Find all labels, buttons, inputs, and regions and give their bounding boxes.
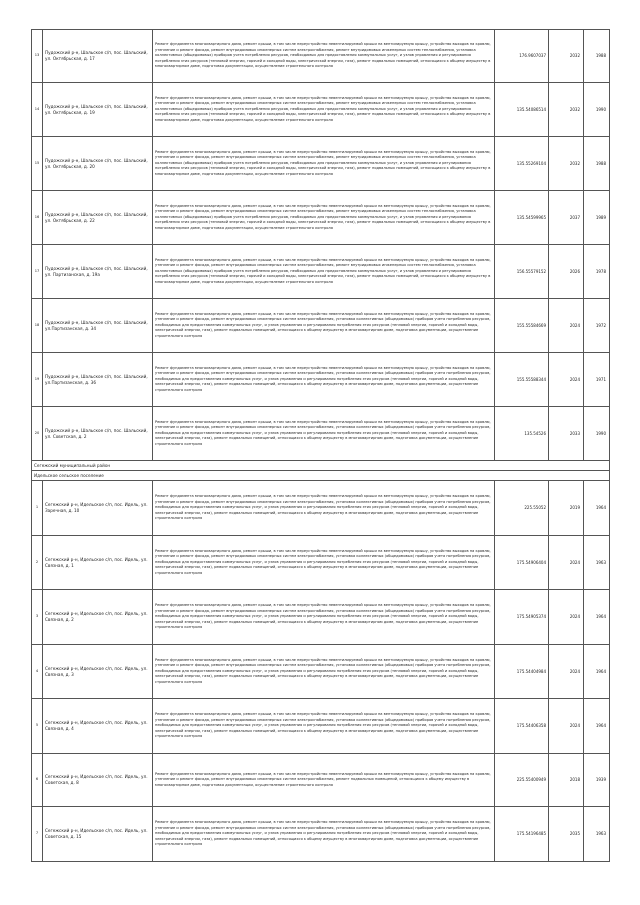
row-address: Пудожский р-н, Шальское с/п, пос. Шальский, ул.Партизанская, д. 34 <box>43 299 153 353</box>
row-works: Ремонт фундамента многоквартирного дома, ремонт крыши, в том числе переустройство невентилируемой крыши на вентилируемую крышу, устройство выходов на кровлю, утепление и ремонт фасада, ремонт внутридомовых инженерных систем электроснабжения, установка коллективных (общедомовых) приборов учета потребления ресурсов, необходимых для предоставления коммунальных услуг, и узлов управления и регулирования потребления этих ресурсов (тепловой энергии, горячей и холодной воды, электрической энергии, газа), ремонт подвальных помещений, относящихся к общему имуществу в многоквартирном доме, подготовка документации, осуществление строительного контроля <box>153 407 495 461</box>
row-address: Пудожский р-н, Шальское с/п, пос. Шальский, ул.Партизанская, д. 36 <box>43 353 153 407</box>
table-row <box>32 191 610 245</box>
row-cost: 225.55400949 <box>495 754 549 807</box>
row-cost: 135.54599965 <box>495 191 549 245</box>
row-address: Сегежский р-н, Идельское с/п, пос. Идель, ул. Связная, д. 4 <box>43 699 153 754</box>
row-number: 4 <box>32 645 43 699</box>
row-cost: 175.54404984 <box>495 645 549 699</box>
row-cost: 225.55052 <box>495 481 549 536</box>
row-works: Ремонт фундамента многоквартирного дома, ремонт крыши, в том числе переустройство невентилируемой крыши на вентилируемую крышу, устройство выходов на кровлю, утепление и ремонт фасада, ремонт внутридомовых инженерных систем электроснабжения, установка коллективных (общедомовых) приборов учета потребления ресурсов, необходимых для предоставления коммунальных услуг, и узлов управления и регулирования потребления этих ресурсов (тепловой энергии, горячей и холодной воды, электрической энергии, газа), ремонт подвальных помещений, относящихся к общему имуществу в многоквартирном доме, подготовка документации, осуществление строительного контроля <box>153 299 495 353</box>
table-row <box>32 590 610 645</box>
row-repair-year: 2035 <box>549 807 584 862</box>
row-works: Ремонт фундамента многоквартирного дома, ремонт крыши, в том числе переустройство невентилируемой крыши на вентилируемую крышу, устройство выходов на кровлю, утепление и ремонт фасада, ремонт внутридомовых инженерных систем электроснабжения, установка коллективных (общедомовых) приборов учета потребления ресурсов, необходимых для предоставления коммунальных услуг, и узлов управления и регулирования потребления этих ресурсов (тепловой энергии, горячей и холодной воды, электрической энергии, газа), ремонт подвальных помещений, относящихся к общему имуществу в многоквартирном доме, подготовка документации, осуществление строительного контроля <box>153 590 495 645</box>
row-address: Сегежский р-н, Идельское с/п, пос. Идель, ул. Заречная, д. 10 <box>43 481 153 536</box>
table-row <box>32 245 610 299</box>
row-built-year: 1964 <box>584 699 610 754</box>
row-address: Пудожский р-н, Шальское с/п, пос. Шальский, ул. Октябрьская, д. 17 <box>43 30 153 83</box>
row-number: 13 <box>32 30 43 83</box>
row-built-year: 1963 <box>584 807 610 862</box>
row-cost: 175.54905374 <box>495 590 549 645</box>
row-repair-year: 2024 <box>549 590 584 645</box>
row-repair-year: 2019 <box>549 481 584 536</box>
row-built-year: 1971 <box>584 353 610 407</box>
row-number: 5 <box>32 699 43 754</box>
row-repair-year: 2024 <box>549 353 584 407</box>
row-number: 17 <box>32 245 43 299</box>
row-number: 20 <box>32 407 43 461</box>
row-cost: 156.55579152 <box>495 245 549 299</box>
table-row <box>32 645 610 699</box>
row-built-year: 1963 <box>584 536 610 590</box>
row-works: Ремонт фундамента многоквартирного дома, ремонт крыши, в том числе переустройство невентилируемой крыши на вентилируемую крышу, устройство выходов на кровлю, утепление и ремонт фасада, ремонт внутридомовых инженерных систем электроснабжения, ремонт внутридомовых инженерных систем теплоснабжения, установка коллективных (общедомовых) приборов учета потребления ресурсов, необходимых для предоставления коммунальных услуг, и узлов управления и регулирования потребления этих ресурсов (тепловой энергии, горячей и холодной воды, электрической энергии, газа), ремонт подвальных помещений, относящихся к общему имуществу в многоквартирном доме, подготовка документации, осуществление строительного контроля <box>153 83 495 137</box>
row-number: 18 <box>32 299 43 353</box>
row-works: Ремонт фундамента многоквартирного дома, ремонт крыши, в том числе переустройство невентилируемой крыши на вентилируемую крышу, устройство выходов на кровлю, утепление и ремонт фасада, ремонт внутридомовых инженерных систем электроснабжения, ремонт внутридомовых инженерных систем теплоснабжения, установка коллективных (общедомовых) приборов учета потребления ресурсов, необходимых для предоставления коммунальных услуг, и узлов управления и регулирования потребления этих ресурсов (тепловой энергии, горячей и холодной воды, электрической энергии, газа), ремонт подвальных помещений, относящихся к общему имуществу в многоквартирном доме, подготовка документации, осуществление строительного контроля <box>153 245 495 299</box>
row-built-year: 1978 <box>584 245 610 299</box>
table-row <box>32 754 610 807</box>
row-repair-year: 2037 <box>549 191 584 245</box>
row-address: Сегежский р-н, Идельское с/п, пос. Идель, ул. Советская, д. 8 <box>43 754 153 807</box>
table-row <box>32 536 610 590</box>
row-repair-year: 2018 <box>549 754 584 807</box>
row-repair-year: 2032 <box>549 137 584 191</box>
row-number: 14 <box>32 83 43 137</box>
row-address: Сегежский р-н, Идельское с/п, пос. Идель, ул. Связная, д. 3 <box>43 645 153 699</box>
row-number: 2 <box>32 536 43 590</box>
row-built-year: 1988 <box>584 137 610 191</box>
table-body-sections <box>32 461 610 481</box>
row-cost: 135.54526 <box>495 407 549 461</box>
table-row <box>32 137 610 191</box>
row-number: 3 <box>32 590 43 645</box>
row-works: Ремонт фундамента многоквартирного дома, ремонт крыши, в том числе переустройство невентилируемой крыши на вентилируемую крышу, устройство выходов на кровлю, утепление и ремонт фасада, ремонт внутридомовых инженерных систем электроснабжения, установка коллективных (общедомовых) приборов учета потребления ресурсов, необходимых для предоставления коммунальных услуг, и узлов управления и регулирования потребления этих ресурсов (тепловой энергии, горячей и холодной воды, электрической энергии, газа), ремонт подвальных помещений, относящихся к общему имуществу в многоквартирном доме, подготовка документации, осуществление строительного контроля <box>153 699 495 754</box>
row-repair-year: 2024 <box>549 536 584 590</box>
section-district-label: Сегежский муниципальный район <box>32 461 610 471</box>
row-address: Сегежский р-н, Идельское с/п, пос. Идель, ул. Связная, д. 2 <box>43 590 153 645</box>
row-cost: 155.55584669 <box>495 299 549 353</box>
document-page <box>31 29 609 862</box>
row-built-year: 1964 <box>584 590 610 645</box>
row-repair-year: 2033 <box>549 407 584 461</box>
row-repair-year: 2032 <box>549 83 584 137</box>
row-cost: 175.54196485 <box>495 807 549 862</box>
table-row <box>32 299 610 353</box>
row-cost: 176.9607037 <box>495 30 549 83</box>
row-works: Ремонт фундамента многоквартирного дома, ремонт крыши, в том числе переустройство невентилируемой крыши на вентилируемую крышу, устройство выходов на кровлю, утепление и ремонт фасада, ремонт внутридомовых инженерных систем электроснабжения, ремонт внутридомовых инженерных систем теплоснабжения, установка коллективных (общедомовых) приборов учета потребления ресурсов, необходимых для предоставления коммунальных услуг, и узлов управления и регулирования потребления этих ресурсов (тепловой энергии, горячей и холодной воды, электрической энергии, газа), ремонт подвальных помещений, относящихся к общему имуществу в многоквартирном доме, подготовка документации, осуществление строительного контроля <box>153 30 495 83</box>
row-address: Пудожский р-н, Шальское с/п, пос. Шальский, ул. Октябрьская, д. 20 <box>43 137 153 191</box>
table-row <box>32 83 610 137</box>
row-works: Ремонт фундамента многоквартирного дома, ремонт крыши, в том числе переустройство невентилируемой крыши на вентилируемую крышу, устройство выходов на кровлю, утепление и ремонт фасада, ремонт внутридомовых инженерных систем электроснабжения, установка коллективных (общедомовых) приборов учета потребления ресурсов, необходимых для предоставления коммунальных услуг, и узлов управления и регулирования потребления этих ресурсов (тепловой энергии, горячей и холодной воды, электрической энергии, газа), ремонт подвальных помещений, относящихся к общему имуществу в многоквартирном доме, подготовка документации, осуществление строительного контроля <box>153 645 495 699</box>
row-built-year: 1990 <box>584 407 610 461</box>
row-address: Пудожский р-н, Шальское с/п, пос. Шальский, ул. Советская, д. 2 <box>43 407 153 461</box>
row-works: Ремонт фундамента многоквартирного дома, ремонт крыши, в том числе переустройство невентилируемой крыши на вентилируемую крышу, устройство выходов на кровлю, утепление и ремонт фасада, ремонт внутридомовых инженерных систем электроснабжения, ремонт внутридомовых инженерных систем теплоснабжения, установка коллективных (общедомовых) приборов учета потребления ресурсов, необходимых для предоставления коммунальных услуг, и узлов управления и регулирования потребления этих ресурсов (тепловой энергии, горячей и холодной воды, электрической энергии, газа), ремонт подвальных помещений, относящихся к общему имуществу в многоквартирном доме, подготовка документации, осуществление строительного контроля <box>153 191 495 245</box>
row-repair-year: 2024 <box>549 699 584 754</box>
row-cost: 135.54086514 <box>495 83 549 137</box>
repair-program-table <box>31 29 610 862</box>
row-built-year: 1939 <box>584 754 610 807</box>
row-works: Ремонт фундамента многоквартирного дома, ремонт крыши, в том числе переустройство невентилируемой крыши на вентилируемую крышу, устройство выходов на кровлю, утепление и ремонт фасада, ремонт внутридомовых инженерных систем электроснабжения, установка коллективных (общедомовых) приборов учета потребления ресурсов, необходимых для предоставления коммунальных услуг, и узлов управления и регулирования потребления этих ресурсов (тепловой энергии, горячей и холодной воды, электрической энергии, газа), ремонт подвальных помещений, относящихся к общему имуществу в многоквартирном доме, подготовка документации, осуществление строительного контроля <box>153 481 495 536</box>
table-row <box>32 353 610 407</box>
row-number: 15 <box>32 137 43 191</box>
row-address: Пудожский р-н, Шальское с/п, пос. Шальский, ул. Октябрьская, д. 22 <box>43 191 153 245</box>
row-cost: 175.54406358 <box>495 699 549 754</box>
table-row <box>32 699 610 754</box>
section-row-district <box>32 461 610 471</box>
table-row <box>32 407 610 461</box>
row-address: Сегежский р-н, Идельское с/п, пос. Идель, ул. Советская, д. 15 <box>43 807 153 862</box>
row-number: 1 <box>32 481 43 536</box>
row-works: Ремонт фундамента многоквартирного дома, ремонт крыши, в том числе переустройство невентилируемой крыши на вентилируемую крышу, устройство выходов на кровлю, утепление и ремонт фасада, ремонт внутридомовых инженерных систем электроснабжения, установка коллективных (общедомовых) приборов учета потребления ресурсов, необходимых для предоставления коммунальных услуг, и узлов управления и регулирования потребления этих ресурсов (тепловой энергии, горячей и холодной воды, электрической энергии, газа), ремонт подвальных помещений, относящихся к общему имуществу в многоквартирном доме, подготовка документации, осуществление строительного контроля <box>153 807 495 862</box>
row-built-year: 1988 <box>584 30 610 83</box>
table-row <box>32 481 610 536</box>
row-built-year: 1964 <box>584 481 610 536</box>
row-cost: 135.55269104 <box>495 137 549 191</box>
row-address: Пудожский р-н, Шальское с/п, пос. Шальский, ул. Октябрьская, д. 19 <box>43 83 153 137</box>
row-repair-year: 2032 <box>549 30 584 83</box>
section-row-settlement <box>32 471 610 481</box>
row-works: Ремонт фундамента многоквартирного дома, ремонт крыши, в том числе переустройство невентилируемой крыши на вентилируемую крышу, устройство выходов на кровлю, утепление и ремонт фасада, ремонт внутридомовых инженерных систем электроснабжения, установка коллективных (общедомовых) приборов учета потребления ресурсов, необходимых для предоставления коммунальных услуг, и узлов управления и регулирования потребления этих ресурсов (тепловой энергии, горячей и холодной воды, электрической энергии, газа), ремонт подвальных помещений, относящихся к общему имуществу в многоквартирном доме, подготовка документации, осуществление строительного контроля <box>153 353 495 407</box>
row-repair-year: 2024 <box>549 299 584 353</box>
row-built-year: 1990 <box>584 83 610 137</box>
table-row <box>32 30 610 83</box>
row-address: Сегежский р-н, Идельское с/п, пос. Идель, ул. Связная, д. 1 <box>43 536 153 590</box>
row-address: Пудожский р-н, Шальское с/п, пос. Шальский, ул. Партизанская, д. 19а <box>43 245 153 299</box>
row-cost: 155.55588344 <box>495 353 549 407</box>
row-repair-year: 2026 <box>549 245 584 299</box>
row-number: 19 <box>32 353 43 407</box>
table-row <box>32 807 610 862</box>
row-cost: 175.54906404 <box>495 536 549 590</box>
row-number: 7 <box>32 807 43 862</box>
section-settlement-label: Идельское сельское поселение <box>32 471 610 481</box>
row-built-year: 1972 <box>584 299 610 353</box>
table-body-b <box>32 481 610 862</box>
row-works: Ремонт фундамента многоквартирного дома, ремонт крыши, в том числе переустройство невентилируемой крыши на вентилируемую крышу, устройство выходов на кровлю, утепление и ремонт фасада, ремонт внутридомовых инженерных систем электроснабжения, ремонт внутридомовых инженерных систем теплоснабжения, установка коллективных (общедомовых) приборов учета потребления ресурсов, необходимых для предоставления коммунальных услуг, и узлов управления и регулирования потребления этих ресурсов (тепловой энергии, горячей и холодной воды, электрической энергии, газа), ремонт подвальных помещений, относящихся к общему имуществу в многоквартирном доме, подготовка документации, осуществление строительного контроля <box>153 137 495 191</box>
row-works: Ремонт фундамента многоквартирного дома, ремонт крыши, в том числе переустройство невентилируемой крыши на вентилируемую крышу, устройство выходов на кровлю, утепление и ремонт фасада, ремонт внутридомовых инженерных систем электроснабжения, установка коллективных (общедомовых) приборов учета потребления ресурсов, необходимых для предоставления коммунальных услуг, и узлов управления и регулирования потребления этих ресурсов (тепловой энергии, горячей и холодной воды, электрической энергии, газа), ремонт подвальных помещений, относящихся к общему имуществу в многоквартирном доме, подготовка документации, осуществление строительного контроля <box>153 536 495 590</box>
row-number: 16 <box>32 191 43 245</box>
row-built-year: 1964 <box>584 645 610 699</box>
row-built-year: 1989 <box>584 191 610 245</box>
row-works: Ремонт фундамента многоквартирного дома, ремонт крыши, в том числе переустройство невентилируемой крыши на вентилируемую крышу, устройство выходов на кровлю, утепление и ремонт фасада, ремонт внутридомовых инженерных систем электроснабжения, ремонт подвальных помещений, относящихся к общему имуществу в многоквартирном доме, подготовка документации, осуществление строительного контроля <box>153 754 495 807</box>
row-repair-year: 2024 <box>549 645 584 699</box>
row-number: 6 <box>32 754 43 807</box>
table-body-a <box>32 30 610 461</box>
